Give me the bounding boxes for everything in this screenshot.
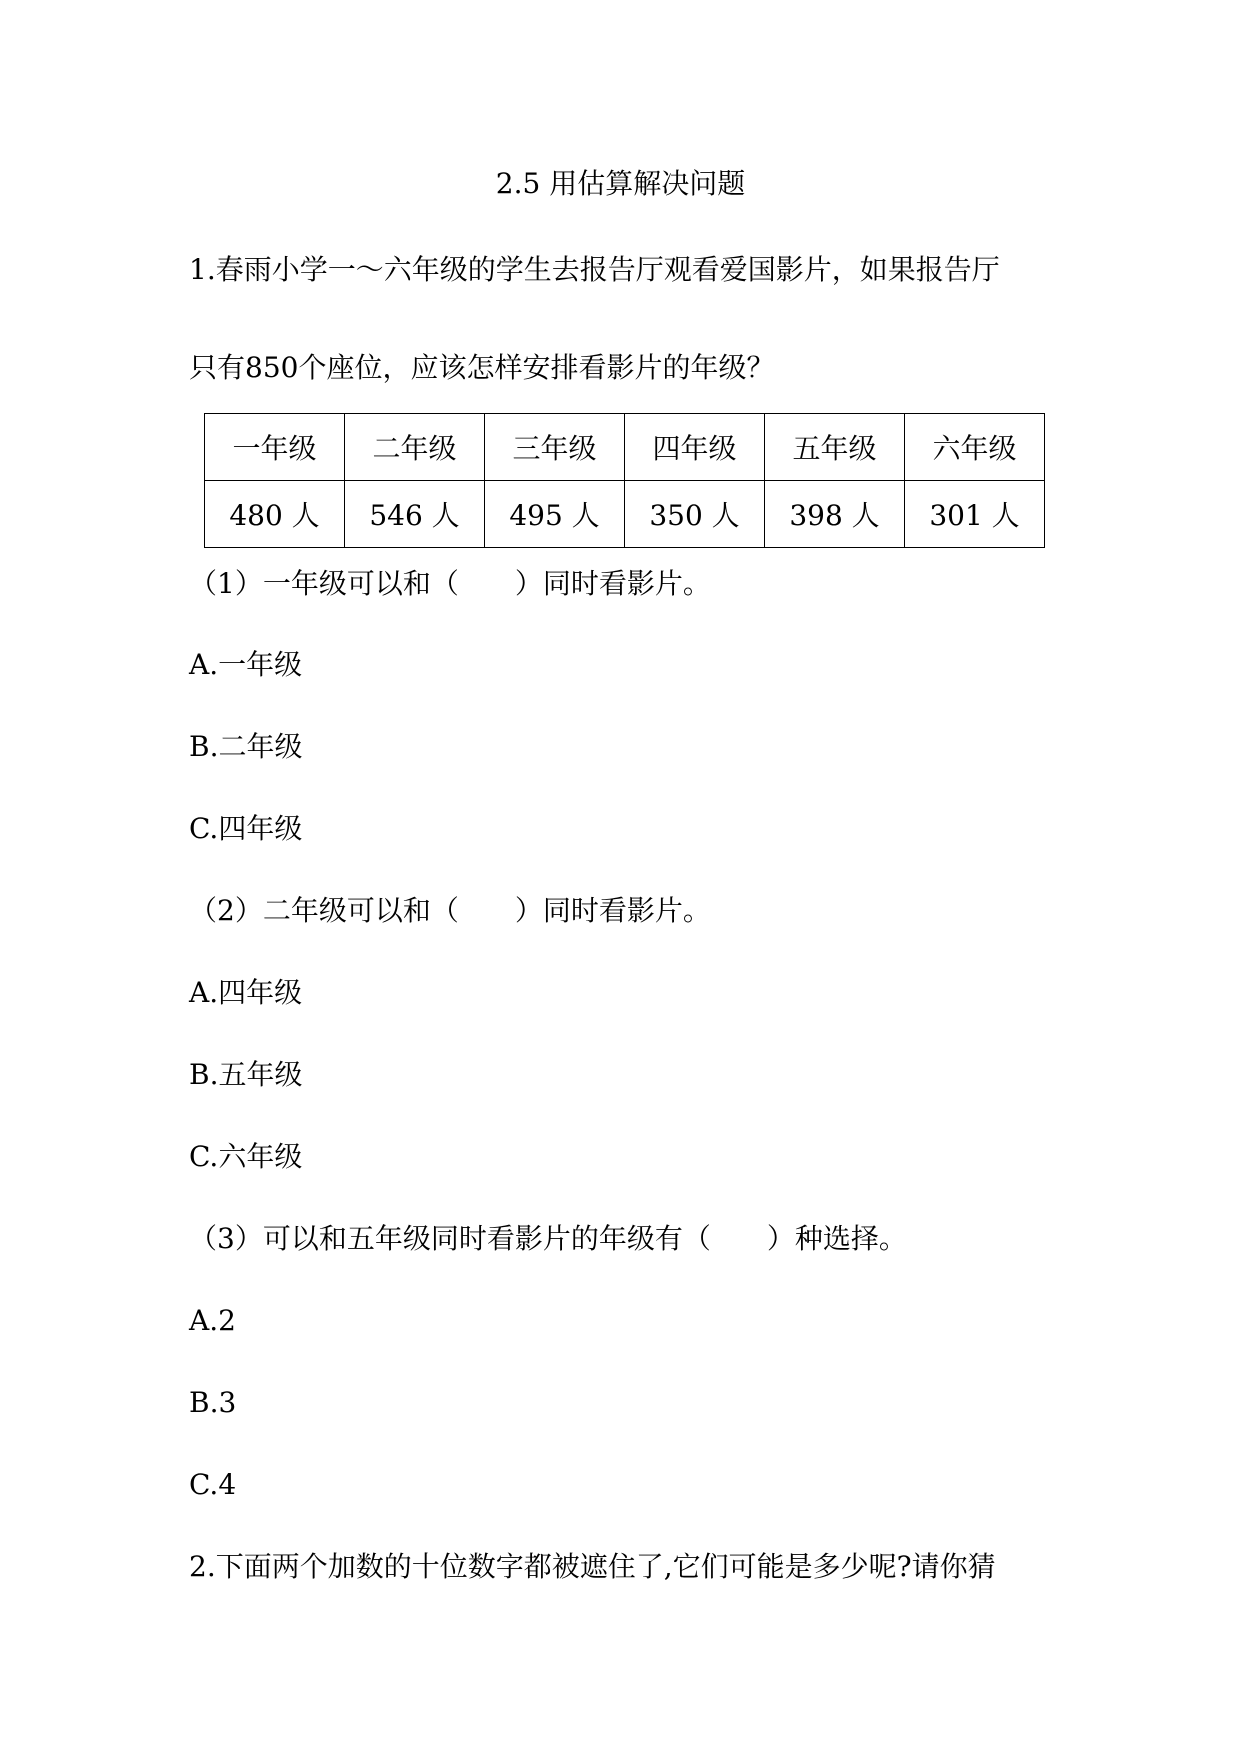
table-header-cell: 一年级 [205,414,345,481]
table-header-cell: 四年级 [625,414,765,481]
sub-question-3: （3）可以和五年级同时看影片的年级有（ ）种选择。 [189,1222,907,1255]
question-2-text-line-1: 2.下面两个加数的十位数字都被遮住了,它们可能是多少呢?请你猜 [189,1550,996,1583]
table-cell: 546 人 [345,481,485,548]
sub-question-2-option-a: A.四年级 [189,976,303,1009]
sub-question-3-option-b: B.3 [189,1386,237,1419]
table-row [205,481,1045,548]
table-header-cell: 三年级 [485,414,625,481]
table-cell: 495 人 [485,481,625,548]
sub-question-3-option-a: A.2 [189,1304,236,1337]
table-cell: 301 人 [905,481,1045,548]
sub-question-1-option-b: B.二年级 [189,730,303,763]
sub-question-1: （1）一年级可以和（ ）同时看影片。 [189,567,711,600]
page-title: 2.5 用估算解决问题 [495,167,746,200]
table-header-cell: 五年级 [765,414,905,481]
table-header-cell: 二年级 [345,414,485,481]
question-1-text-line-2: 只有850个座位，应该怎样安排看影片的年级？ [189,351,775,384]
table-cell: 398 人 [765,481,905,548]
sub-question-1-option-a: A.一年级 [189,648,303,681]
table-cell: 480 人 [205,481,345,548]
table-header-row [205,414,1045,481]
sub-question-2-option-b: B.五年级 [189,1058,303,1091]
sub-question-2-option-c: C.六年级 [189,1140,303,1173]
table-cell: 350 人 [625,481,765,548]
question-1-text-line-1: 1.春雨小学一～六年级的学生去报告厅观看爱国影片，如果报告厅 [189,253,1000,286]
grade-students-table [204,413,1045,548]
sub-question-3-option-c: C.4 [189,1468,237,1501]
sub-question-2: （2）二年级可以和（ ）同时看影片。 [189,894,711,927]
sub-question-1-option-c: C.四年级 [189,812,303,845]
table-header-cell: 六年级 [905,414,1045,481]
